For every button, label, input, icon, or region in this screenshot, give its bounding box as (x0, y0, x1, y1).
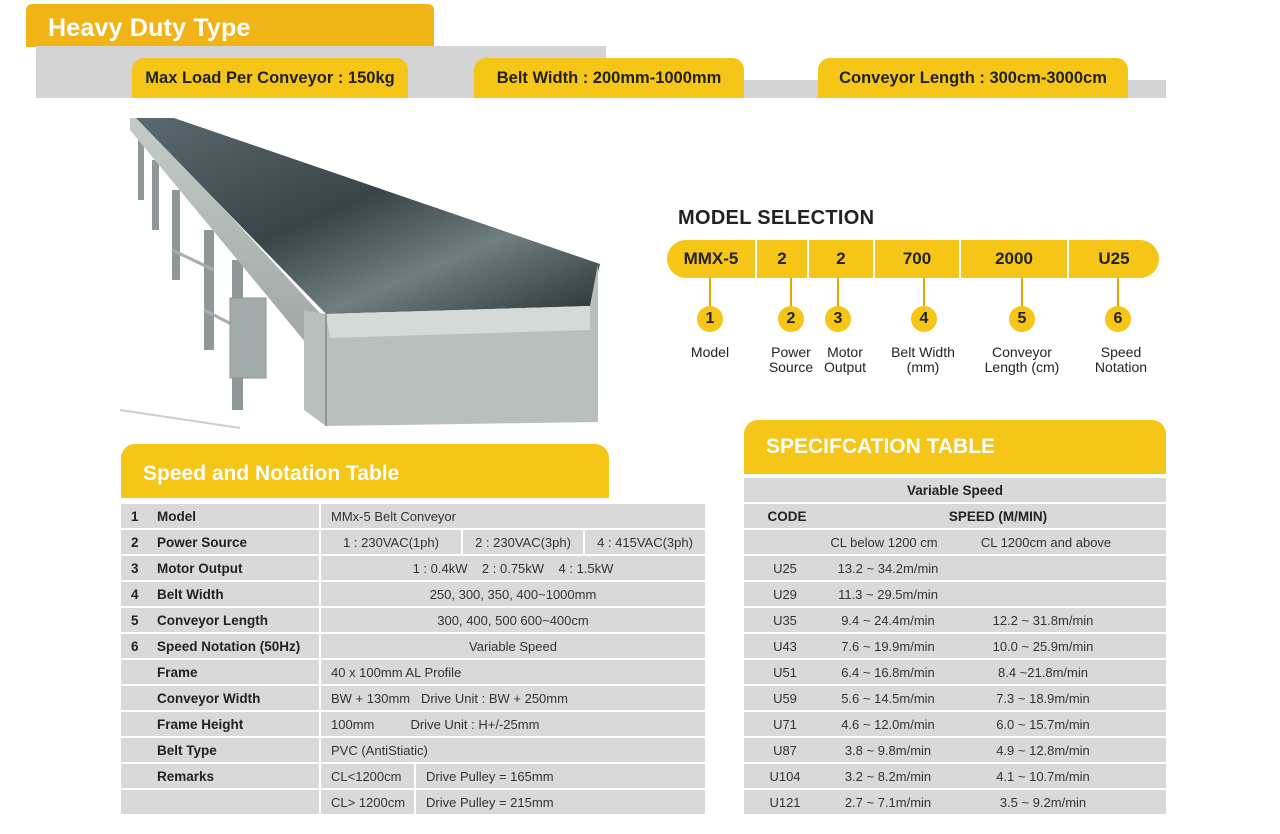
speed-value-b (964, 556, 1122, 580)
divider (319, 790, 321, 814)
label-line: Length (cm) (984, 359, 1060, 375)
row-name: Belt Width (157, 586, 224, 602)
row-value: 250, 300, 350, 400~1000mm (429, 586, 597, 602)
power-source-label (762, 345, 820, 375)
max-load-pill: Max Load Per Conveyor : 150kg (132, 58, 408, 98)
subheader-cl-below: CL below 1200 cm (830, 534, 938, 550)
row-name: Model (157, 508, 196, 524)
model-label (680, 345, 740, 360)
row-number: 5 (131, 612, 139, 628)
table-row (744, 478, 1166, 502)
speed-notation-label (1084, 345, 1158, 375)
speed-code: U59 (773, 690, 797, 706)
table-row (744, 764, 1166, 788)
table-row (121, 686, 705, 710)
row-name: Remarks (157, 768, 215, 784)
spec-table-title: SPECIFCATION TABLE (766, 435, 996, 458)
speed-value-a: 9.4 ~ 24.4m/min (841, 612, 935, 628)
row-value: BW + 130mm Drive Unit : BW + 250mm (331, 690, 568, 706)
divider (319, 738, 321, 762)
number-badge: 2 (778, 306, 804, 332)
number-badge: 3 (825, 306, 851, 332)
row-number: 1 (131, 508, 139, 524)
speed-code: U25 (773, 560, 797, 576)
table-row (744, 556, 1166, 580)
label-line: Model (690, 344, 730, 360)
number-badge: 6 (1105, 306, 1131, 332)
table-row (121, 530, 705, 554)
speed-code: U87 (773, 742, 797, 758)
speed-code: U121 (769, 794, 801, 810)
row-value: CL> 1200cm (331, 794, 406, 810)
speed-code: U43 (773, 638, 797, 654)
speed-column-header: SPEED (M/MIN) (948, 508, 1048, 524)
speed-code-segment: U25 (1098, 249, 1130, 268)
belt-width-label (878, 345, 968, 375)
table-row (121, 790, 705, 814)
label-line: (mm) (906, 359, 940, 375)
table-row (121, 608, 705, 632)
table-row (121, 634, 705, 658)
table-row (121, 712, 705, 736)
row-value: MMx-5 Belt Conveyor (331, 508, 456, 524)
speed-value-a: 11.3 ~ 29.5m/min (838, 586, 938, 602)
conveyor-length-pill: Conveyor Length : 300cm-3000cm (818, 58, 1128, 98)
speed-value-a: 3.8 ~ 9.8m/min (844, 742, 932, 758)
page-title: Heavy Duty Type (48, 14, 251, 42)
row-value: 1 : 230VAC(1ph) (343, 534, 439, 550)
belt-width-pill: Belt Width : 200mm-1000mm (474, 58, 744, 98)
table-row (744, 660, 1166, 684)
divider (319, 686, 321, 710)
row-name: Conveyor Width (157, 690, 261, 706)
row-number: 6 (131, 638, 139, 654)
table-row (744, 790, 1166, 814)
speed-code: U71 (773, 716, 797, 732)
table-row (121, 582, 705, 606)
speed-code: U29 (773, 586, 797, 602)
label-line: Motor (827, 344, 863, 360)
model-code-segment: MMX-5 (683, 249, 739, 268)
number-badge: 5 (1009, 306, 1035, 332)
speed-value-b: 6.0 ~ 15.7m/min (996, 716, 1090, 732)
label-line: Notation (1094, 359, 1148, 375)
speed-value-b: 8.4 ~21.8m/min (998, 664, 1088, 680)
number-badge: 4 (911, 306, 937, 332)
table-row (121, 660, 705, 684)
label-line: Speed (1100, 344, 1142, 360)
label-line: Conveyor (992, 344, 1052, 360)
speed-value-a: 5.6 ~ 14.5m/min (841, 690, 935, 706)
table-row (744, 738, 1166, 762)
label-line: Belt Width (891, 344, 955, 360)
row-name: Speed Notation (50Hz) (157, 638, 301, 654)
row-value: PVC (AntiStiatic) (331, 742, 428, 758)
table-row (744, 582, 1166, 606)
speed-value-a: 4.6 ~ 12.0m/min (841, 716, 935, 732)
speed-value-a: 3.2 ~ 8.2m/min (844, 768, 932, 784)
divider (319, 712, 321, 736)
label-line: Power (771, 344, 811, 360)
table-row (121, 504, 705, 528)
speed-value-b: 4.9 ~ 12.8m/min (996, 742, 1090, 758)
connector-line (1117, 278, 1119, 306)
speed-table-title: Speed and Notation Table (143, 462, 400, 485)
table-row (121, 738, 705, 762)
belt-conveyor-image (100, 110, 610, 432)
model-code-bar (667, 240, 1159, 278)
row-value: Drive Pulley = 215mm (426, 794, 554, 810)
row-value: CL<1200cm (331, 768, 402, 784)
connector-line (709, 278, 711, 306)
row-name: Frame (157, 664, 198, 680)
motor-code-segment: 2 (836, 249, 846, 268)
row-value: 300, 400, 500 600~400cm (437, 612, 589, 628)
speed-value-a: 6.4 ~ 16.8m/min (841, 664, 935, 680)
divider (319, 764, 321, 788)
connector-line (790, 278, 792, 306)
speed-code: U35 (773, 612, 797, 628)
speed-value-a: 2.7 ~ 7.1m/min (844, 794, 932, 810)
divider (414, 764, 416, 788)
power-code-segment: 2 (777, 249, 787, 268)
row-value: 1 : 0.4kW 2 : 0.75kW 4 : 1.5kW (412, 560, 614, 576)
label-line: Source (768, 359, 814, 375)
row-name: Belt Type (157, 742, 217, 758)
row-name: Power Source (157, 534, 248, 550)
speed-code: U51 (773, 664, 797, 680)
table-row (744, 530, 1166, 554)
row-number: 4 (131, 586, 139, 602)
table-row (121, 556, 705, 580)
divider (414, 790, 416, 814)
number-badge: 1 (697, 306, 723, 332)
conveyor-length-label (972, 345, 1072, 375)
table-row (744, 686, 1166, 710)
row-value: 40 x 100mm AL Profile (331, 664, 462, 680)
table-row (744, 608, 1166, 632)
belt-width-code-segment: 700 (902, 249, 932, 268)
speed-value-a: 7.6 ~ 19.9m/min (841, 638, 935, 654)
row-value: 2 : 230VAC(3ph) (475, 534, 571, 550)
table-row (744, 504, 1166, 528)
row-value: Drive Pulley = 165mm (426, 768, 554, 784)
speed-value-a: 13.2 ~ 34.2m/min (837, 560, 939, 576)
table-row (744, 712, 1166, 736)
subheader-cl-above: CL 1200cm and above (980, 534, 1112, 550)
speed-table-header (121, 444, 609, 498)
spec-table-header (744, 420, 1166, 474)
row-value: 4 : 415VAC(3ph) (597, 534, 693, 550)
spec-subtitle: Variable Speed (906, 482, 1004, 498)
row-value: Variable Speed (469, 638, 557, 654)
speed-value-b: 10.0 ~ 25.9m/min (992, 638, 1094, 654)
row-number: 2 (131, 534, 139, 550)
row-value: 100mm Drive Unit : H+/-25mm (331, 716, 540, 732)
length-code-segment: 2000 (995, 249, 1033, 268)
connector-line (837, 278, 839, 306)
speed-value-b (964, 582, 1122, 606)
row-name: Motor Output (157, 560, 243, 576)
speed-value-b: 3.5 ~ 9.2m/min (999, 794, 1087, 810)
row-number: 3 (131, 560, 139, 576)
motor-output-label (816, 345, 874, 375)
table-row (121, 764, 705, 788)
connector-line (923, 278, 925, 306)
code-column-header: CODE (767, 508, 807, 524)
speed-value-b: 12.2 ~ 31.8m/min (992, 612, 1094, 628)
divider (319, 504, 321, 528)
row-name: Frame Height (157, 716, 244, 732)
title-tab (26, 4, 434, 47)
speed-value-b: 7.3 ~ 18.9m/min (996, 690, 1090, 706)
model-selection-title: MODEL SELECTION (678, 207, 875, 229)
speed-value-b: 4.1 ~ 10.7m/min (996, 768, 1090, 784)
label-line: Output (823, 359, 867, 375)
table-row (744, 634, 1166, 658)
connector-line (1021, 278, 1023, 306)
row-name: Conveyor Length (157, 612, 269, 628)
divider (319, 660, 321, 684)
speed-code: U104 (769, 768, 801, 784)
